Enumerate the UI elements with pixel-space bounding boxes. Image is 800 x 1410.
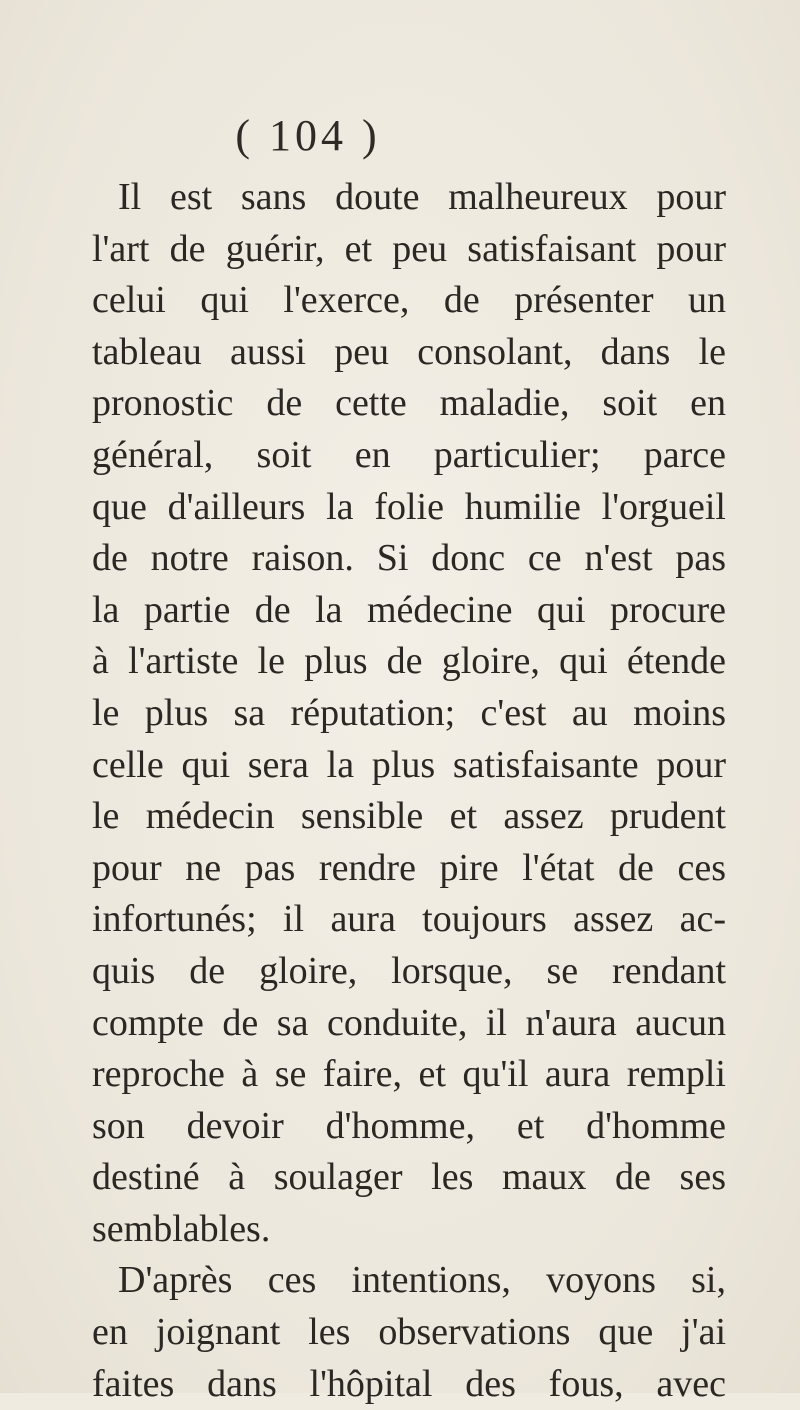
text-line: compte de sa conduite, il n'aura aucun bbox=[92, 1001, 726, 1044]
text-line: à l'artiste le plus de gloire, qui étende bbox=[92, 640, 726, 683]
paragraph-2 bbox=[92, 1255, 726, 1410]
text-line: tableau aussi peu consolant, dans le bbox=[92, 330, 726, 373]
text-line: de notre raison. Si donc ce n'est pas bbox=[92, 537, 726, 580]
text-line: la partie de la médecine qui procure bbox=[92, 588, 726, 631]
text-line: infortunés; il aura toujours assez ac- bbox=[92, 898, 726, 941]
text-line: reproche à se faire, et qu'il aura rempli bbox=[92, 1053, 726, 1096]
text-line: général, soit en particulier; parce bbox=[92, 433, 726, 476]
text-line: Il est sans doute malheureux pour bbox=[118, 176, 726, 218]
text-line: le plus sa réputation; c'est au moins bbox=[92, 691, 726, 734]
text-line: pour ne pas rendre pire l'état de ces bbox=[92, 846, 726, 889]
text-line: en joignant les observations que j'ai bbox=[92, 1311, 726, 1354]
text-line: son devoir d'homme, et d'homme bbox=[92, 1104, 726, 1147]
page-number: ( 104 ) bbox=[235, 111, 381, 160]
text-line: D'après ces intentions, voyons si, bbox=[118, 1259, 726, 1302]
paragraph-1 bbox=[92, 172, 726, 1255]
text-line: destiné à soulager les maux de ses bbox=[92, 1156, 726, 1199]
text-line: l'art de guérir, et peu satisfaisant pour bbox=[92, 227, 726, 270]
text-line: que d'ailleurs la folie humilie l'orgueil bbox=[92, 485, 726, 528]
text-line: le médecin sensible et assez prudent bbox=[92, 795, 726, 838]
text-line: celle qui sera la plus satisfaisante pour bbox=[92, 743, 726, 786]
text-line: pronostic de cette maladie, soit en bbox=[92, 382, 726, 425]
body-text bbox=[92, 172, 726, 1410]
text-line: faites dans l'hôpital des fous, avec bbox=[92, 1362, 726, 1405]
text-line: celui qui l'exerce, de présenter un bbox=[92, 279, 726, 322]
text-line: semblables. bbox=[92, 1207, 271, 1250]
text-line: quis de gloire, lorsque, se rendant bbox=[92, 949, 726, 992]
